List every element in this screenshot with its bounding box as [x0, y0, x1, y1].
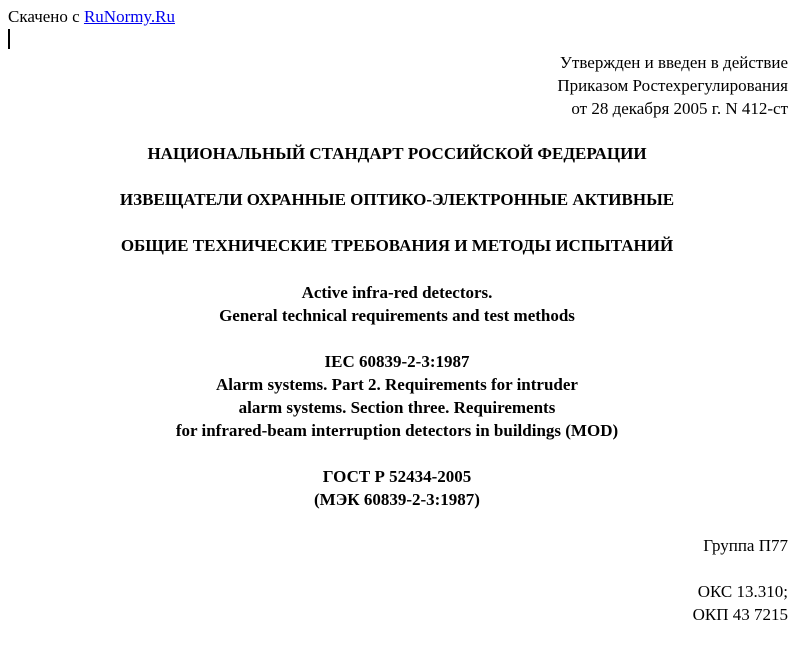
source-line: [8, 5, 175, 28]
okp-code: ОКП 43 7215: [692, 605, 788, 624]
subtitle-heading: [0, 234, 794, 257]
gost-mek: (МЭК 60839-2-3:1987): [314, 490, 480, 509]
iec-line-3: for infrared-beam interruption detectors in buildings (MOD): [175, 421, 619, 440]
english-title-line-1: Active infra-red detectors.: [301, 283, 493, 302]
oks-code: ОКС 13.310;: [697, 582, 788, 601]
source-prefix: Скачено с: [8, 7, 80, 26]
national-standard-heading: [0, 142, 794, 165]
group-block: [703, 534, 788, 557]
approval-line-1: Утвержден и введен в действие: [559, 53, 788, 72]
english-title-line-2: General technical requirements and test methods: [219, 306, 575, 325]
group-label: Группа П77: [703, 536, 788, 555]
subject-heading: [0, 188, 794, 211]
approval-line-2: Приказом Ростехрегулирования: [557, 76, 788, 95]
iec-line-2: alarm systems. Section three. Requirements: [238, 398, 556, 417]
subject-title: ИЗВЕЩАТЕЛИ ОХРАННЫЕ ОПТИКО-ЭЛЕКТРОННЫЕ АКТИВНЫЕ: [119, 190, 675, 209]
gost-code: ГОСТ Р 52434-2005: [322, 467, 472, 486]
iec-block: [0, 350, 794, 442]
approval-line-3: от 28 декабря 2005 г. N 412-ст: [571, 99, 788, 118]
approval-block: [557, 51, 788, 120]
gost-block: [0, 465, 794, 511]
text-cursor: [8, 29, 10, 49]
source-link[interactable]: RuNormy.Ru: [83, 7, 175, 26]
national-standard-title: НАЦИОНАЛЬНЫЙ СТАНДАРТ РОССИЙСКОЙ ФЕДЕРАЦИИ: [147, 144, 647, 163]
english-title-block: [0, 281, 794, 327]
codes-block: [693, 580, 788, 626]
iec-line-1: Alarm systems. Part 2. Requirements for intruder: [216, 375, 578, 394]
subtitle-title: ОБЩИЕ ТЕХНИЧЕСКИЕ ТРЕБОВАНИЯ И МЕТОДЫ ИСПЫТАНИЙ: [120, 236, 674, 255]
iec-code: IEC 60839-2-3:1987: [324, 352, 470, 371]
